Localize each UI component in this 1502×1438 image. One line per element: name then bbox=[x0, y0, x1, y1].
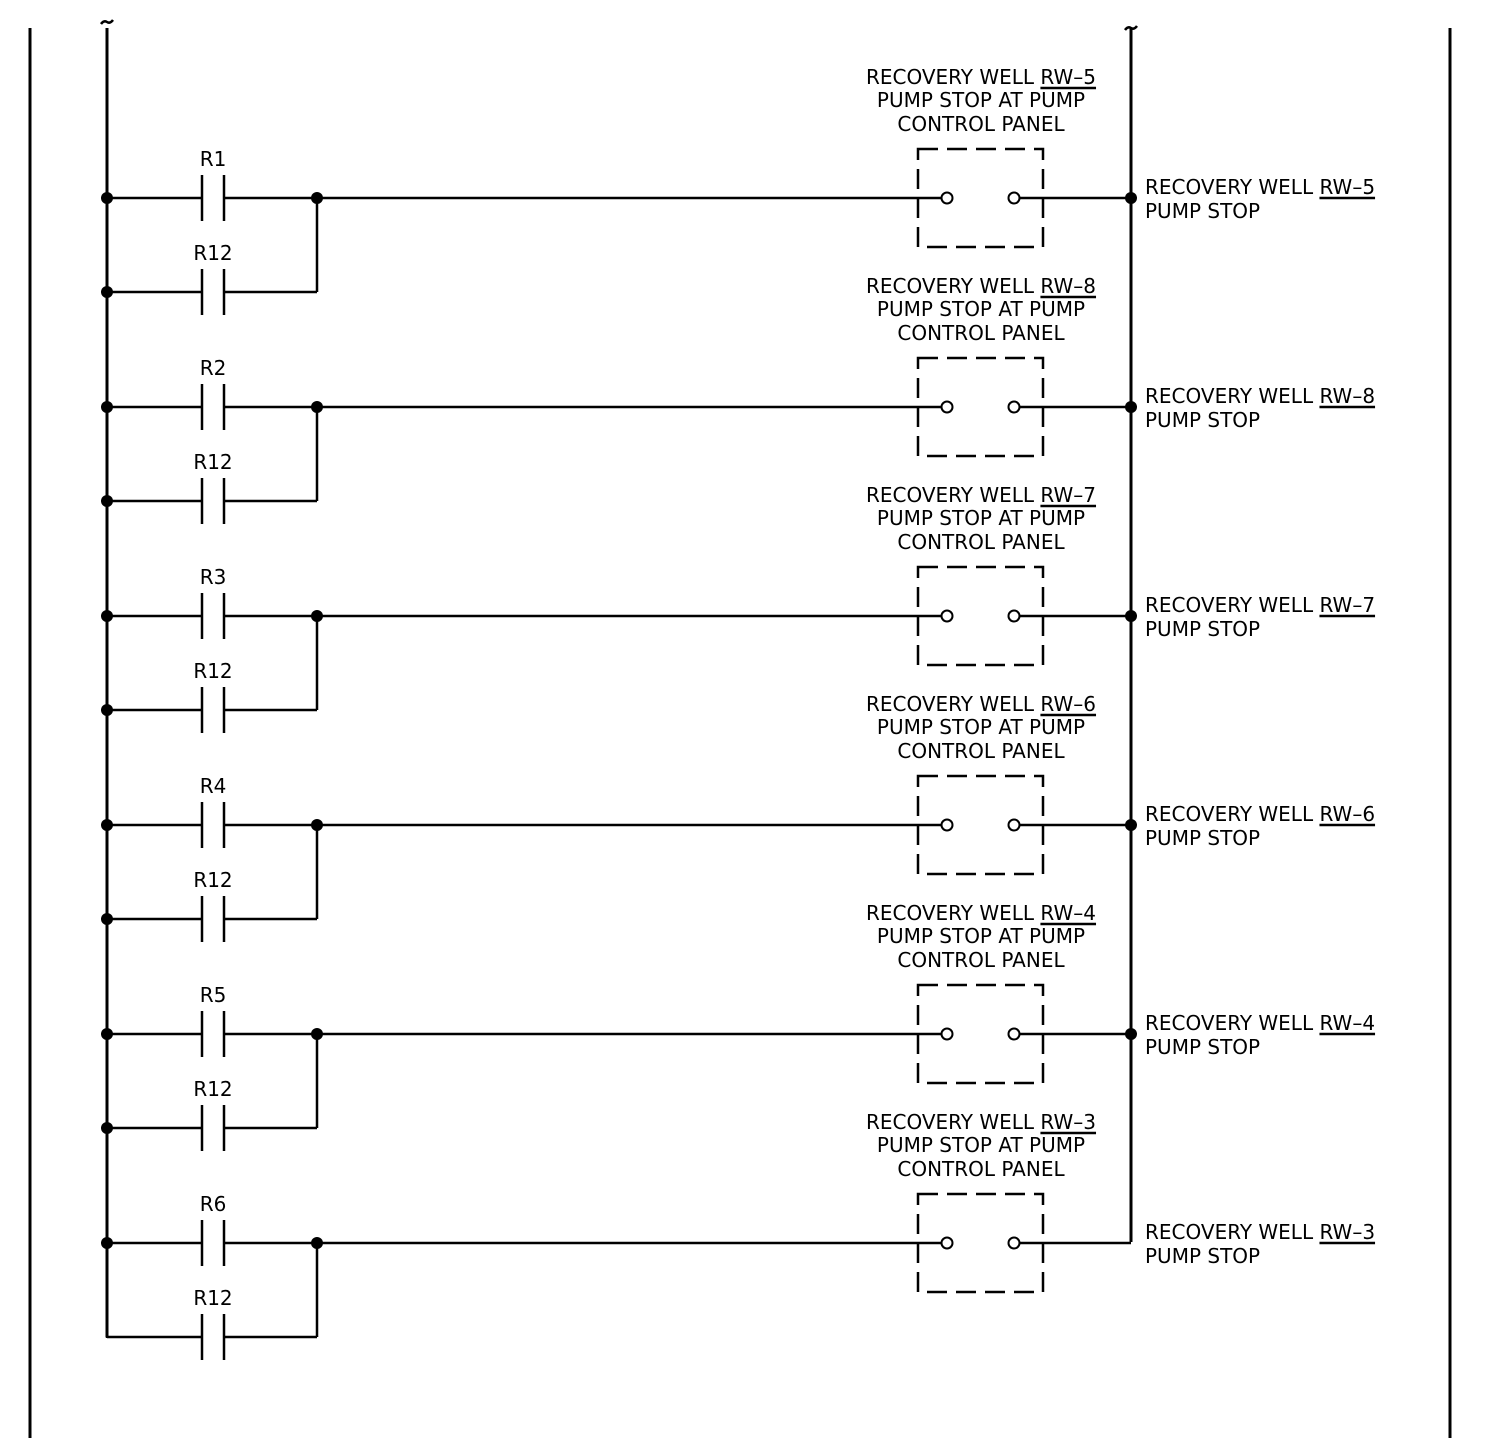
contact-r12 bbox=[202, 687, 224, 733]
rungs-group bbox=[101, 65, 1375, 1360]
junction-dot bbox=[1125, 610, 1137, 622]
output-label-line1 bbox=[1145, 593, 1375, 617]
junction-dot bbox=[101, 286, 113, 298]
output-label-line2: PUMP STOP bbox=[1145, 617, 1261, 641]
contact-r5 bbox=[202, 1011, 224, 1057]
pump-stop-switch bbox=[918, 1194, 1043, 1292]
output-label-line1 bbox=[1145, 384, 1375, 408]
output-label-line1 bbox=[1145, 1220, 1375, 1244]
switch-label-prefix: RECOVERY WELL bbox=[865, 65, 1041, 89]
junction-dot bbox=[101, 610, 113, 622]
switch-label-line2: PUMP STOP AT PUMP bbox=[876, 1133, 1086, 1157]
switch-label-line3: CONTROL PANEL bbox=[897, 112, 1065, 136]
junction-dot bbox=[311, 819, 323, 831]
switch-label-well-id: RW–5 bbox=[1040, 65, 1097, 89]
junction-dot bbox=[311, 401, 323, 413]
switch-label-well-id: RW–3 bbox=[1040, 1110, 1097, 1134]
junction-dot bbox=[311, 192, 323, 204]
output-label-line1 bbox=[1145, 1011, 1375, 1035]
pump-stop-switch bbox=[918, 149, 1043, 247]
junction-dot bbox=[101, 913, 113, 925]
switch-label-well-id: RW–4 bbox=[1040, 901, 1097, 925]
contact-r6 bbox=[202, 1220, 224, 1266]
junction-dot bbox=[101, 401, 113, 413]
right-rail-break-mark bbox=[1125, 26, 1137, 30]
contact-label: R2 bbox=[199, 356, 227, 380]
junction-dot bbox=[1125, 401, 1137, 413]
junction-dot bbox=[1125, 1028, 1137, 1040]
output-label-line2: PUMP STOP bbox=[1145, 1244, 1261, 1268]
bypass-contact-label: R12 bbox=[193, 450, 233, 474]
switch-terminal-right bbox=[1009, 193, 1020, 204]
switch-label-well-id: RW–8 bbox=[1040, 274, 1097, 298]
junction-dot bbox=[1125, 192, 1137, 204]
switch-label-line1 bbox=[866, 1110, 1096, 1134]
rung-6 bbox=[101, 1110, 1375, 1360]
contact-r12 bbox=[202, 478, 224, 524]
junction-dot bbox=[101, 1237, 113, 1249]
switch-terminal-left bbox=[942, 611, 953, 622]
switch-label-line3: CONTROL PANEL bbox=[897, 948, 1065, 972]
switch-label-prefix: RECOVERY WELL bbox=[865, 901, 1041, 925]
rung-4 bbox=[101, 692, 1375, 942]
junction-dot bbox=[101, 819, 113, 831]
pump-stop-switch bbox=[918, 567, 1043, 665]
output-label-well-id: RW–3 bbox=[1319, 1220, 1376, 1244]
switch-label-line2: PUMP STOP AT PUMP bbox=[876, 506, 1086, 530]
switch-label-prefix: RECOVERY WELL bbox=[865, 1110, 1041, 1134]
junction-dot bbox=[101, 1122, 113, 1134]
contact-r12 bbox=[202, 1314, 224, 1360]
junction-dot bbox=[101, 192, 113, 204]
switch-terminal-right bbox=[1009, 820, 1020, 831]
switch-terminal-right bbox=[1009, 1238, 1020, 1249]
switch-terminal-left bbox=[942, 820, 953, 831]
output-label-prefix: RECOVERY WELL bbox=[1145, 175, 1320, 199]
switch-label-line3: CONTROL PANEL bbox=[897, 530, 1065, 554]
switch-label-line2: PUMP STOP AT PUMP bbox=[876, 924, 1086, 948]
switch-label-line2: PUMP STOP AT PUMP bbox=[876, 88, 1086, 112]
output-label-well-id: RW–6 bbox=[1319, 802, 1376, 826]
junction-dot bbox=[311, 610, 323, 622]
switch-terminal-right bbox=[1009, 1029, 1020, 1040]
output-label-line2: PUMP STOP bbox=[1145, 826, 1261, 850]
rung-5 bbox=[101, 901, 1375, 1151]
switch-label-line1 bbox=[866, 692, 1096, 716]
junction-dot bbox=[101, 704, 113, 716]
junction-dot bbox=[311, 1237, 323, 1249]
switch-terminal-left bbox=[942, 1238, 953, 1249]
contact-r4 bbox=[202, 802, 224, 848]
switch-label-line2: PUMP STOP AT PUMP bbox=[876, 715, 1086, 739]
switch-label-prefix: RECOVERY WELL bbox=[865, 483, 1041, 507]
switch-label-well-id: RW–7 bbox=[1040, 483, 1097, 507]
bypass-contact-label: R12 bbox=[193, 241, 233, 265]
output-label-line1 bbox=[1145, 802, 1375, 826]
contact-label: R1 bbox=[199, 147, 227, 171]
switch-label-line3: CONTROL PANEL bbox=[897, 739, 1065, 763]
contact-r3 bbox=[202, 593, 224, 639]
switch-label-line1 bbox=[866, 901, 1096, 925]
switch-label-prefix: RECOVERY WELL bbox=[865, 692, 1041, 716]
pump-stop-switch bbox=[918, 776, 1043, 874]
switch-terminal-left bbox=[942, 402, 953, 413]
contact-label: R6 bbox=[199, 1192, 227, 1216]
switch-terminal-left bbox=[942, 193, 953, 204]
contact-r2 bbox=[202, 384, 224, 430]
output-label-well-id: RW–8 bbox=[1319, 384, 1376, 408]
switch-label-prefix: RECOVERY WELL bbox=[865, 274, 1041, 298]
output-label-prefix: RECOVERY WELL bbox=[1145, 1220, 1320, 1244]
contact-r1 bbox=[202, 175, 224, 221]
output-label-line2: PUMP STOP bbox=[1145, 1035, 1261, 1059]
switch-label-line3: CONTROL PANEL bbox=[897, 321, 1065, 345]
rung-1 bbox=[101, 65, 1375, 315]
switch-label-well-id: RW–6 bbox=[1040, 692, 1097, 716]
switch-terminal-right bbox=[1009, 402, 1020, 413]
bypass-contact-label: R12 bbox=[193, 659, 233, 683]
bypass-contact-label: R12 bbox=[193, 1286, 233, 1310]
rung-3 bbox=[101, 483, 1375, 733]
output-label-line2: PUMP STOP bbox=[1145, 199, 1261, 223]
contact-label: R5 bbox=[199, 983, 227, 1007]
bypass-contact-label: R12 bbox=[193, 1077, 233, 1101]
output-label-prefix: RECOVERY WELL bbox=[1145, 384, 1320, 408]
switch-label-line1 bbox=[866, 483, 1096, 507]
output-label-prefix: RECOVERY WELL bbox=[1145, 802, 1320, 826]
contact-r12 bbox=[202, 1105, 224, 1151]
pump-stop-switch bbox=[918, 358, 1043, 456]
junction-dot bbox=[101, 495, 113, 507]
contact-r12 bbox=[202, 896, 224, 942]
switch-label-line1 bbox=[866, 65, 1096, 89]
contact-label: R4 bbox=[199, 774, 227, 798]
contact-r12 bbox=[202, 269, 224, 315]
bypass-contact-label: R12 bbox=[193, 868, 233, 892]
left-rail-break-mark bbox=[101, 20, 113, 24]
switch-terminal-right bbox=[1009, 611, 1020, 622]
switch-label-line3: CONTROL PANEL bbox=[897, 1157, 1065, 1181]
output-label-line2: PUMP STOP bbox=[1145, 408, 1261, 432]
switch-terminal-left bbox=[942, 1029, 953, 1040]
pump-stop-switch bbox=[918, 985, 1043, 1083]
junction-dot bbox=[1125, 819, 1137, 831]
output-label-prefix: RECOVERY WELL bbox=[1145, 1011, 1320, 1035]
switch-label-line1 bbox=[866, 274, 1096, 298]
contact-label: R3 bbox=[199, 565, 227, 589]
switch-label-line2: PUMP STOP AT PUMP bbox=[876, 297, 1086, 321]
output-label-well-id: RW–4 bbox=[1319, 1011, 1376, 1035]
output-label-well-id: RW–5 bbox=[1319, 175, 1376, 199]
junction-dot bbox=[311, 1028, 323, 1040]
rung-2 bbox=[101, 274, 1375, 524]
output-label-well-id: RW–7 bbox=[1319, 593, 1376, 617]
output-label-prefix: RECOVERY WELL bbox=[1145, 593, 1320, 617]
output-label-line1 bbox=[1145, 175, 1375, 199]
junction-dot bbox=[101, 1028, 113, 1040]
